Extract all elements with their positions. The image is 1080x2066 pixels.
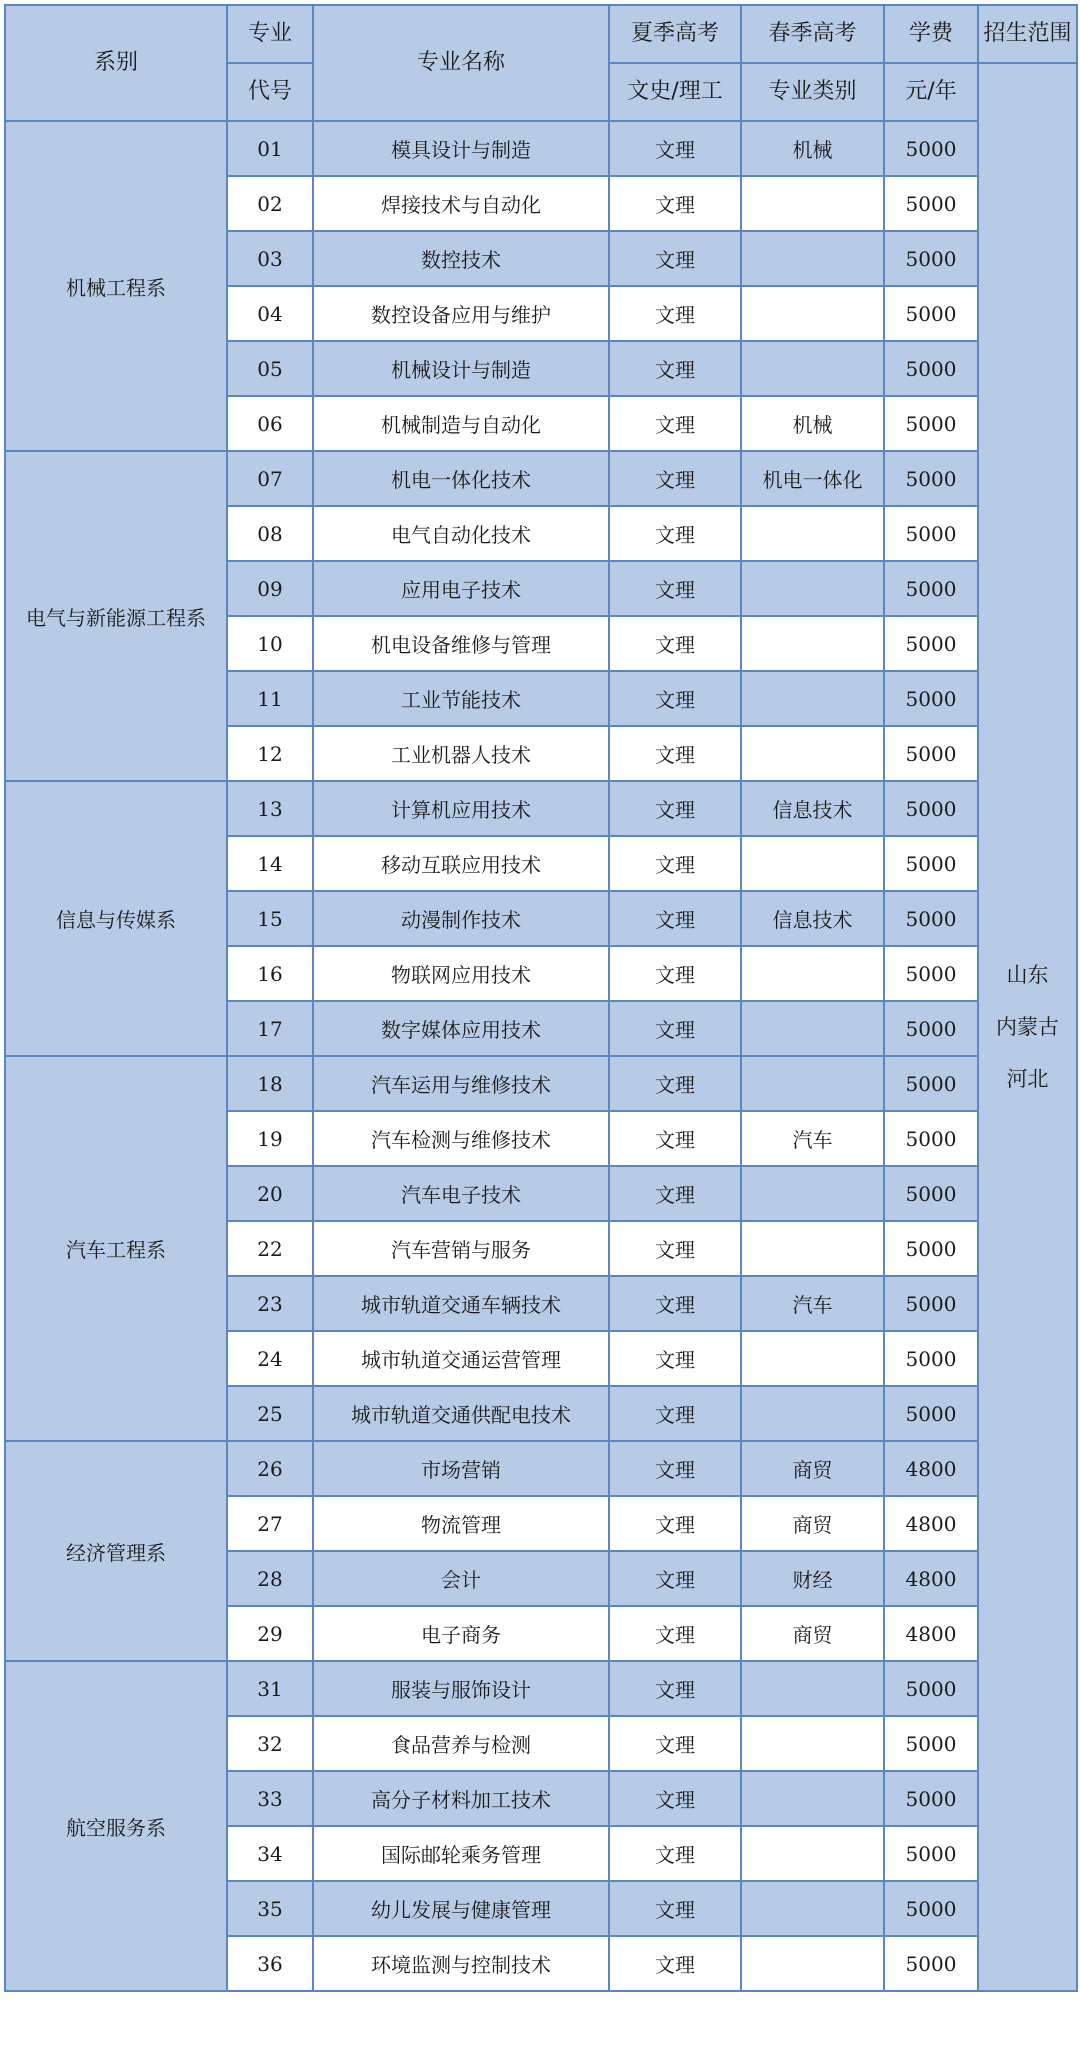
name-cell: 机电设备维修与管理 <box>313 616 609 671</box>
fee-cell: 5000 <box>884 1056 978 1111</box>
code-cell: 19 <box>227 1111 313 1166</box>
table-row <box>5 1056 1077 1111</box>
header-spring-line1: 春季高考 <box>741 5 884 63</box>
spring-cell <box>741 946 884 1001</box>
code-cell: 24 <box>227 1331 313 1386</box>
spring-cell <box>741 616 884 671</box>
fee-cell: 5000 <box>884 1936 978 1991</box>
admissions-table <box>4 4 1078 1992</box>
fee-cell: 5000 <box>884 836 978 891</box>
spring-cell: 商贸 <box>741 1496 884 1551</box>
spring-cell: 信息技术 <box>741 891 884 946</box>
name-cell: 国际邮轮乘务管理 <box>313 1826 609 1881</box>
table-row <box>5 781 1077 836</box>
name-cell: 服装与服饰设计 <box>313 1661 609 1716</box>
fee-cell: 5000 <box>884 396 978 451</box>
spring-cell: 机械 <box>741 396 884 451</box>
spring-cell <box>741 176 884 231</box>
header-fee-line2: 元/年 <box>884 63 978 121</box>
summer-cell: 文理 <box>609 671 741 726</box>
name-cell: 物联网应用技术 <box>313 946 609 1001</box>
summer-cell: 文理 <box>609 781 741 836</box>
code-cell: 31 <box>227 1661 313 1716</box>
summer-cell: 文理 <box>609 506 741 561</box>
dept-cell: 汽车工程系 <box>5 1056 227 1441</box>
summer-cell: 文理 <box>609 1826 741 1881</box>
fee-cell: 4800 <box>884 1551 978 1606</box>
name-cell: 焊接技术与自动化 <box>313 176 609 231</box>
code-cell: 09 <box>227 561 313 616</box>
region-name: 山东 <box>1006 963 1049 987</box>
code-cell: 13 <box>227 781 313 836</box>
spring-cell <box>741 1771 884 1826</box>
summer-cell: 文理 <box>609 1386 741 1441</box>
fee-cell: 5000 <box>884 671 978 726</box>
spring-cell <box>741 1386 884 1441</box>
summer-cell: 文理 <box>609 176 741 231</box>
code-cell: 25 <box>227 1386 313 1441</box>
dept-cell: 机械工程系 <box>5 121 227 451</box>
spring-cell <box>741 1716 884 1771</box>
name-cell: 机械制造与自动化 <box>313 396 609 451</box>
name-cell: 计算机应用技术 <box>313 781 609 836</box>
code-cell: 14 <box>227 836 313 891</box>
region-cell <box>978 63 1077 1991</box>
name-cell: 汽车运用与维修技术 <box>313 1056 609 1111</box>
name-cell: 食品营养与检测 <box>313 1716 609 1771</box>
table-row <box>5 1441 1077 1496</box>
summer-cell: 文理 <box>609 121 741 176</box>
summer-cell: 文理 <box>609 1661 741 1716</box>
header-summer-line1: 夏季高考 <box>609 5 741 63</box>
fee-cell: 5000 <box>884 176 978 231</box>
table-row <box>5 121 1077 176</box>
code-cell: 26 <box>227 1441 313 1496</box>
summer-cell: 文理 <box>609 341 741 396</box>
fee-cell: 5000 <box>884 506 978 561</box>
fee-cell: 5000 <box>884 231 978 286</box>
code-cell: 28 <box>227 1551 313 1606</box>
name-cell: 工业机器人技术 <box>313 726 609 781</box>
summer-cell: 文理 <box>609 1221 741 1276</box>
code-cell: 07 <box>227 451 313 506</box>
code-cell: 01 <box>227 121 313 176</box>
spring-cell <box>741 671 884 726</box>
fee-cell: 5000 <box>884 1276 978 1331</box>
name-cell: 机电一体化技术 <box>313 451 609 506</box>
code-cell: 29 <box>227 1606 313 1661</box>
summer-cell: 文理 <box>609 1331 741 1386</box>
spring-cell: 商贸 <box>741 1606 884 1661</box>
name-cell: 数控技术 <box>313 231 609 286</box>
fee-cell: 5000 <box>884 1386 978 1441</box>
name-cell: 电气自动化技术 <box>313 506 609 561</box>
code-cell: 27 <box>227 1496 313 1551</box>
fee-cell: 5000 <box>884 1716 978 1771</box>
spring-cell <box>741 341 884 396</box>
region-name: 内蒙古 <box>996 1015 1059 1039</box>
name-cell: 城市轨道交通运营管理 <box>313 1331 609 1386</box>
dept-cell: 信息与传媒系 <box>5 781 227 1056</box>
name-cell: 电子商务 <box>313 1606 609 1661</box>
fee-cell: 5000 <box>884 341 978 396</box>
name-cell: 工业节能技术 <box>313 671 609 726</box>
admissions-table-container <box>4 4 1076 2062</box>
fee-cell: 5000 <box>884 1771 978 1826</box>
name-cell: 市场营销 <box>313 1441 609 1496</box>
code-cell: 10 <box>227 616 313 671</box>
code-cell: 23 <box>227 1276 313 1331</box>
dept-cell: 航空服务系 <box>5 1661 227 1991</box>
spring-cell: 汽车 <box>741 1111 884 1166</box>
name-cell: 会计 <box>313 1551 609 1606</box>
header-code-line2: 代号 <box>227 63 313 121</box>
fee-cell: 5000 <box>884 616 978 671</box>
summer-cell: 文理 <box>609 946 741 1001</box>
summer-cell: 文理 <box>609 1111 741 1166</box>
code-cell: 36 <box>227 1936 313 1991</box>
spring-cell <box>741 726 884 781</box>
fee-cell: 5000 <box>884 286 978 341</box>
summer-cell: 文理 <box>609 1276 741 1331</box>
code-cell: 18 <box>227 1056 313 1111</box>
code-cell: 22 <box>227 1221 313 1276</box>
name-cell: 汽车电子技术 <box>313 1166 609 1221</box>
code-cell: 08 <box>227 506 313 561</box>
name-cell: 数字媒体应用技术 <box>313 1001 609 1056</box>
fee-cell: 4800 <box>884 1606 978 1661</box>
summer-cell: 文理 <box>609 396 741 451</box>
code-cell: 02 <box>227 176 313 231</box>
name-cell: 环境监测与控制技术 <box>313 1936 609 1991</box>
spring-cell: 信息技术 <box>741 781 884 836</box>
summer-cell: 文理 <box>609 451 741 506</box>
name-cell: 幼儿发展与健康管理 <box>313 1881 609 1936</box>
spring-cell <box>741 561 884 616</box>
summer-cell: 文理 <box>609 1166 741 1221</box>
spring-cell <box>741 836 884 891</box>
region-name: 河北 <box>1006 1067 1049 1091</box>
header-spring-line2: 专业类别 <box>741 63 884 121</box>
spring-cell: 汽车 <box>741 1276 884 1331</box>
summer-cell: 文理 <box>609 1441 741 1496</box>
dept-cell: 电气与新能源工程系 <box>5 451 227 781</box>
name-cell: 模具设计与制造 <box>313 121 609 176</box>
spring-cell: 机械 <box>741 121 884 176</box>
code-cell: 04 <box>227 286 313 341</box>
summer-cell: 文理 <box>609 1936 741 1991</box>
summer-cell: 文理 <box>609 891 741 946</box>
spring-cell <box>741 1166 884 1221</box>
fee-cell: 4800 <box>884 1496 978 1551</box>
header-summer-line2: 文史/理工 <box>609 63 741 121</box>
code-cell: 05 <box>227 341 313 396</box>
summer-cell: 文理 <box>609 1496 741 1551</box>
fee-cell: 5000 <box>884 1331 978 1386</box>
header-fee-line1: 学费 <box>884 5 978 63</box>
summer-cell: 文理 <box>609 1881 741 1936</box>
summer-cell: 文理 <box>609 1056 741 1111</box>
code-cell: 16 <box>227 946 313 1001</box>
summer-cell: 文理 <box>609 286 741 341</box>
code-cell: 32 <box>227 1716 313 1771</box>
summer-cell: 文理 <box>609 1606 741 1661</box>
spring-cell <box>741 1826 884 1881</box>
name-cell: 动漫制作技术 <box>313 891 609 946</box>
spring-cell: 财经 <box>741 1551 884 1606</box>
fee-cell: 4800 <box>884 1441 978 1496</box>
fee-cell: 5000 <box>884 1001 978 1056</box>
spring-cell: 商贸 <box>741 1441 884 1496</box>
fee-cell: 5000 <box>884 451 978 506</box>
code-cell: 12 <box>227 726 313 781</box>
spring-cell <box>741 286 884 341</box>
summer-cell: 文理 <box>609 1771 741 1826</box>
name-cell: 移动互联应用技术 <box>313 836 609 891</box>
fee-cell: 5000 <box>884 1661 978 1716</box>
fee-cell: 5000 <box>884 1111 978 1166</box>
name-cell: 汽车检测与维修技术 <box>313 1111 609 1166</box>
summer-cell: 文理 <box>609 561 741 616</box>
summer-cell: 文理 <box>609 1551 741 1606</box>
spring-cell <box>741 1056 884 1111</box>
summer-cell: 文理 <box>609 616 741 671</box>
dept-cell: 经济管理系 <box>5 1441 227 1661</box>
fee-cell: 5000 <box>884 1881 978 1936</box>
fee-cell: 5000 <box>884 1826 978 1881</box>
summer-cell: 文理 <box>609 231 741 286</box>
spring-cell <box>741 1001 884 1056</box>
code-cell: 11 <box>227 671 313 726</box>
name-cell: 高分子材料加工技术 <box>313 1771 609 1826</box>
summer-cell: 文理 <box>609 836 741 891</box>
spring-cell <box>741 1881 884 1936</box>
summer-cell: 文理 <box>609 1716 741 1771</box>
code-cell: 20 <box>227 1166 313 1221</box>
name-cell: 数控设备应用与维护 <box>313 286 609 341</box>
table-row <box>5 1661 1077 1716</box>
spring-cell: 机电一体化 <box>741 451 884 506</box>
name-cell: 物流管理 <box>313 1496 609 1551</box>
header-region: 招生范围 <box>978 5 1077 63</box>
summer-cell: 文理 <box>609 1001 741 1056</box>
fee-cell: 5000 <box>884 121 978 176</box>
fee-cell: 5000 <box>884 561 978 616</box>
name-cell: 机械设计与制造 <box>313 341 609 396</box>
name-cell: 城市轨道交通供配电技术 <box>313 1386 609 1441</box>
spring-cell <box>741 231 884 286</box>
spring-cell <box>741 506 884 561</box>
fee-cell: 5000 <box>884 1221 978 1276</box>
fee-cell: 5000 <box>884 946 978 1001</box>
code-cell: 34 <box>227 1826 313 1881</box>
code-cell: 33 <box>227 1771 313 1826</box>
fee-cell: 5000 <box>884 1166 978 1221</box>
name-cell: 汽车营销与服务 <box>313 1221 609 1276</box>
header-dept: 系别 <box>5 5 227 121</box>
fee-cell: 5000 <box>884 781 978 836</box>
spring-cell <box>741 1661 884 1716</box>
code-cell: 03 <box>227 231 313 286</box>
code-cell: 35 <box>227 1881 313 1936</box>
fee-cell: 5000 <box>884 726 978 781</box>
spring-cell <box>741 1221 884 1276</box>
header-code-line1: 专业 <box>227 5 313 63</box>
header-major: 专业名称 <box>313 5 609 121</box>
summer-cell: 文理 <box>609 726 741 781</box>
fee-cell: 5000 <box>884 891 978 946</box>
name-cell: 城市轨道交通车辆技术 <box>313 1276 609 1331</box>
code-cell: 15 <box>227 891 313 946</box>
table-row <box>5 451 1077 506</box>
code-cell: 06 <box>227 396 313 451</box>
name-cell: 应用电子技术 <box>313 561 609 616</box>
spring-cell <box>741 1331 884 1386</box>
code-cell: 17 <box>227 1001 313 1056</box>
header-row-1 <box>5 5 1077 63</box>
spring-cell <box>741 1936 884 1991</box>
